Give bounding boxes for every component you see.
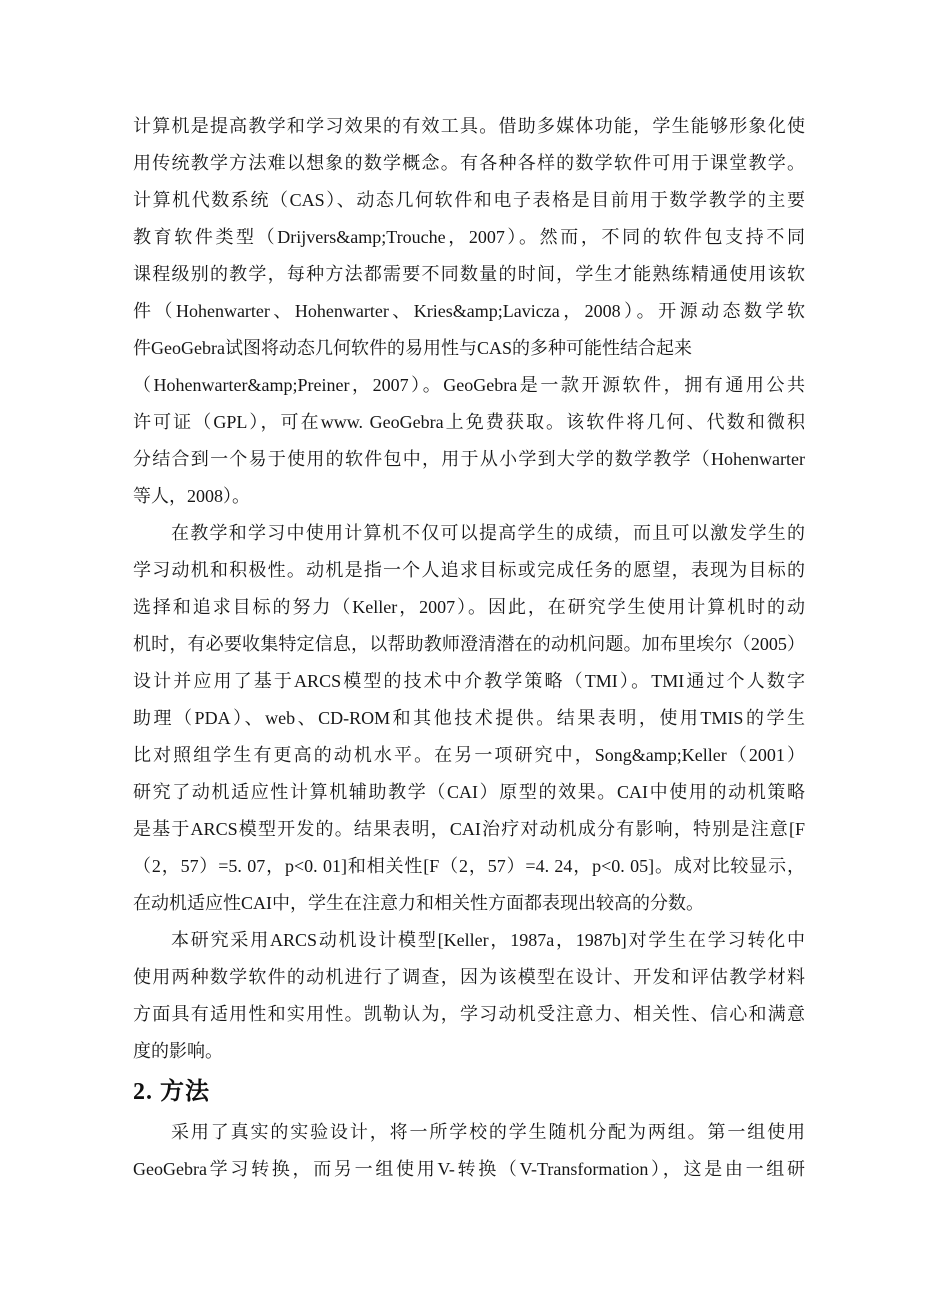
text-line: （2，57）=5. 07，p<0. 01]和相关性[F（2，57）=4. 24，p<0. 05]。成对比较显示， [133,856,805,876]
method-design-paragraph [133,1114,805,1188]
text-line: 使用两种数学软件的动机进行了调查，因为该模型在设计、开发和评估教学材料 [133,967,805,987]
text-line: 教育软件类型（Drijvers&amp;Trouche，2007）。然而，不同的软件包支持不同 [133,227,805,247]
text-line: 比对照组学生有更高的动机水平。在另一项研究中，Song&amp;Keller（2001） [133,745,805,765]
arcs-model-paragraph [133,922,805,1070]
text-line: 分结合到一个易于使用的软件包中，用于从小学到大学的数学教学（Hohenwarter [133,449,805,469]
text-line: 助理（PDA）、web、CD-ROM和其他技术提供。结果表明，使用TMIS的学生 [133,708,805,728]
text-line: 选择和追求目标的努力（Keller，2007）。因此，在研究学生使用计算机时的动 [133,597,805,617]
text-line: 采用了真实的实验设计，将一所学校的学生随机分配为两组。第一组使用 [171,1122,805,1142]
text-line: 是基于ARCS模型开发的。结果表明，CAI治疗对动机成分有影响，特别是注意[F [133,819,805,839]
text-line: 本研究采用ARCS动机设计模型[Keller，1987a，1987b]对学生在学习转化中 [171,930,805,950]
motivation-research-paragraph [133,515,805,922]
text-line: 许可证（GPL），可在www. GeoGebra上免费获取。该软件将几何、代数和微积 [133,412,805,432]
text-line: 设计并应用了基于ARCS模型的技术中介教学策略（TMI）。TMI通过个人数字 [133,671,805,691]
text-line: 方面具有适用性和实用性。凯勒认为，学习动机受注意力、相关性、信心和满意 [133,1004,805,1024]
text-line: 在动机适应性CAI中，学生在注意力和相关性方面都表现出较高的分数。 [133,893,704,913]
document-body [133,108,805,1188]
text-line: 课程级别的教学，每种方法都需要不同数量的时间，学生才能熟练精通使用该软 [133,264,805,284]
text-line: 研究了动机适应性计算机辅助教学（CAI）原型的效果。CAI中使用的动机策略 [133,782,805,802]
text-line: 计算机代数系统（CAS）、动态几何软件和电子表格是目前用于数学教学的主要 [133,190,805,210]
method-section-heading: 2. 方法 [133,1079,210,1105]
intro-software-paragraph [133,108,805,515]
text-line: 机时，有必要收集特定信息，以帮助教师澄清潜在的动机问题。加布里埃尔（2005） [133,634,805,654]
text-line: GeoGebra学习转换，而另一组使用V-转换（V-Transformation），这是由一组研 [133,1159,805,1179]
text-line: 件（Hohenwarter、Hohenwarter、Kries&amp;Lavicza，2008）。开源动态数学软 [133,301,805,321]
text-line: 等人，2008）。 [133,486,250,506]
text-line: 在教学和学习中使用计算机不仅可以提高学生的成绩，而且可以激发学生的 [171,523,805,543]
text-line: 度的影响。 [133,1041,223,1061]
text-line: （Hohenwarter&amp;Preiner，2007）。GeoGebra是一款开源软件，拥有通用公共 [133,375,805,395]
text-line: 计算机是提高教学和学习效果的有效工具。借助多媒体功能，学生能够形象化使 [133,116,805,136]
text-line: 件GeoGebra试图将动态几何软件的易用性与CAS的多种可能性结合起来 [133,338,692,358]
text-line: 用传统教学方法难以想象的数学概念。有各种各样的数学软件可用于课堂教学。 [133,153,805,173]
text-line: 学习动机和积极性。动机是指一个人追求目标或完成任务的愿望，表现为目标的 [133,560,805,580]
